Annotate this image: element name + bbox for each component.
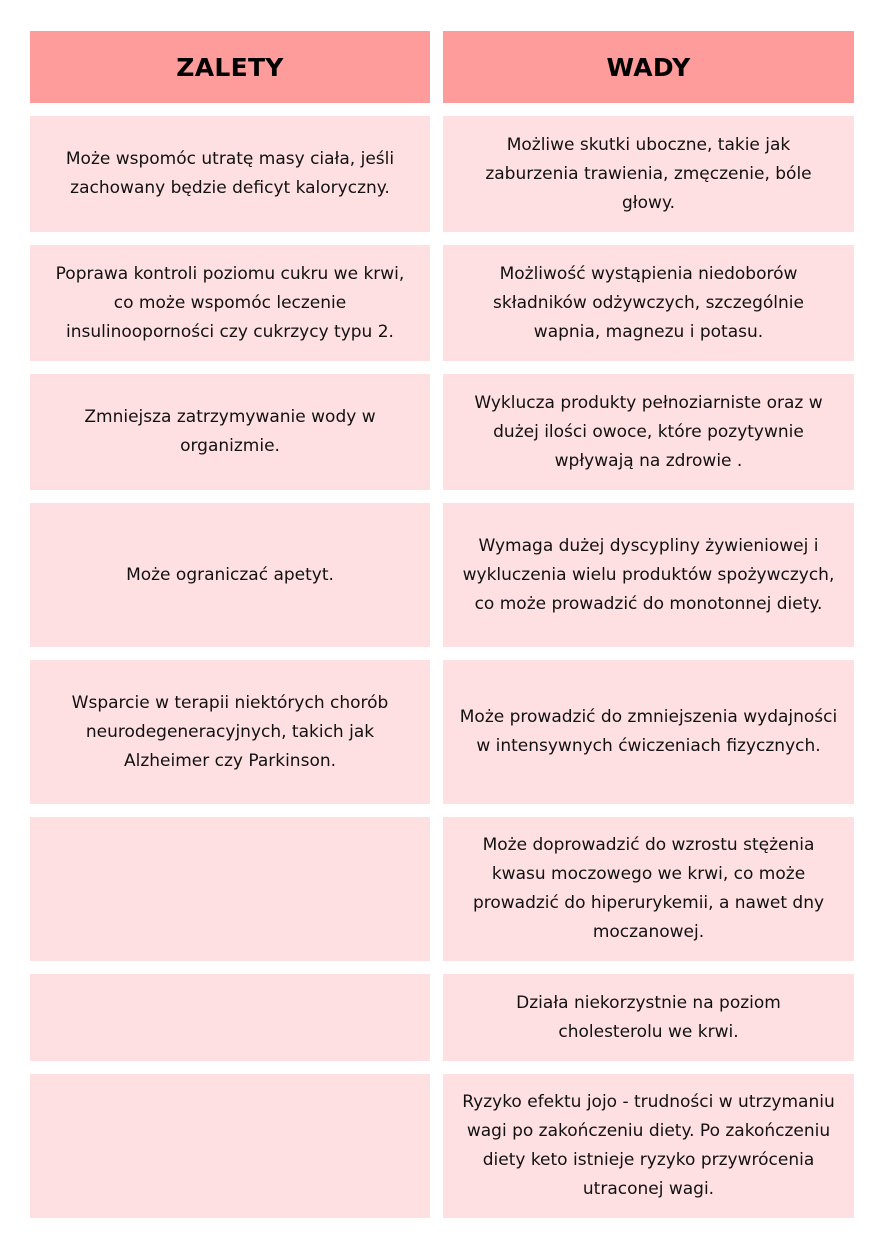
pros-cell	[30, 660, 430, 804]
cons-text: Wyklucza produkty pełnoziarniste oraz w dużej ilości owoce, które pozytywnie wpływają na zdrowie .	[474, 392, 823, 471]
cons-cell	[443, 974, 854, 1061]
pros-text: Może wspomóc utratę masy ciała, jeśli zachowany będzie deficyt kaloryczny.	[65, 149, 395, 198]
cons-cell	[443, 660, 854, 804]
pros-text: Zmniejsza zatrzymywanie wody w organizmie.	[84, 407, 376, 456]
pros-cell-empty	[30, 817, 430, 961]
pros-cell	[30, 503, 430, 647]
pros-cell	[30, 374, 430, 490]
pros-cell-empty	[30, 1074, 430, 1218]
cons-text: Może prowadzić do zmniejszenia wydajności w intensywnych ćwiczeniach fizycznych.	[459, 707, 838, 756]
cons-header-label: WADY	[606, 52, 691, 82]
pros-text: Poprawa kontroli poziomu cukru we krwi, co może wspomóc leczenie insulinooporności czy cukrzycy typu 2.	[55, 263, 405, 342]
pros-cell-empty	[30, 974, 430, 1061]
cons-cell	[443, 374, 854, 490]
pros-cell	[30, 245, 430, 361]
pros-header	[30, 31, 430, 103]
pros-text: Wsparcie w terapii niektórych chorób neurodegeneracyjnych, takich jak Alzheimer czy Parkinson.	[71, 692, 389, 771]
cons-header	[443, 31, 854, 103]
cons-text: Ryzyko efektu jojo - trudności w utrzymaniu wagi po zakończeniu diety. Po zakończeniu diety keto istnieje ryzyko przywrócenia utraconej wagi.	[462, 1092, 835, 1199]
cons-cell	[443, 817, 854, 961]
cons-cell	[443, 503, 854, 647]
cons-text: Wymaga dużej dyscypliny żywieniowej i wykluczenia wielu produktów spożywczych, co może prowadzić do monotonnej diety.	[462, 535, 835, 614]
pros-cell	[30, 116, 430, 232]
pros-header-label: ZALETY	[176, 52, 284, 82]
cons-cell	[443, 245, 854, 361]
cons-text: Może doprowadzić do wzrostu stężenia kwasu moczowego we krwi, co może prowadzić do hiperurykemii, a nawet dny moczanowej.	[472, 835, 825, 942]
pros-text: Może ograniczać apetyt.	[126, 564, 334, 585]
cons-text: Możliwe skutki uboczne, takie jak zaburzenia trawienia, zmęczenie, bóle głowy.	[485, 134, 812, 213]
cons-cell	[443, 116, 854, 232]
cons-text: Możliwość wystąpienia niedoborów składników odżywczych, szczególnie wapnia, magnezu i potasu.	[493, 263, 804, 342]
cons-text: Działa niekorzystnie na poziom cholesterolu we krwi.	[516, 992, 781, 1042]
cons-cell	[443, 1074, 854, 1218]
